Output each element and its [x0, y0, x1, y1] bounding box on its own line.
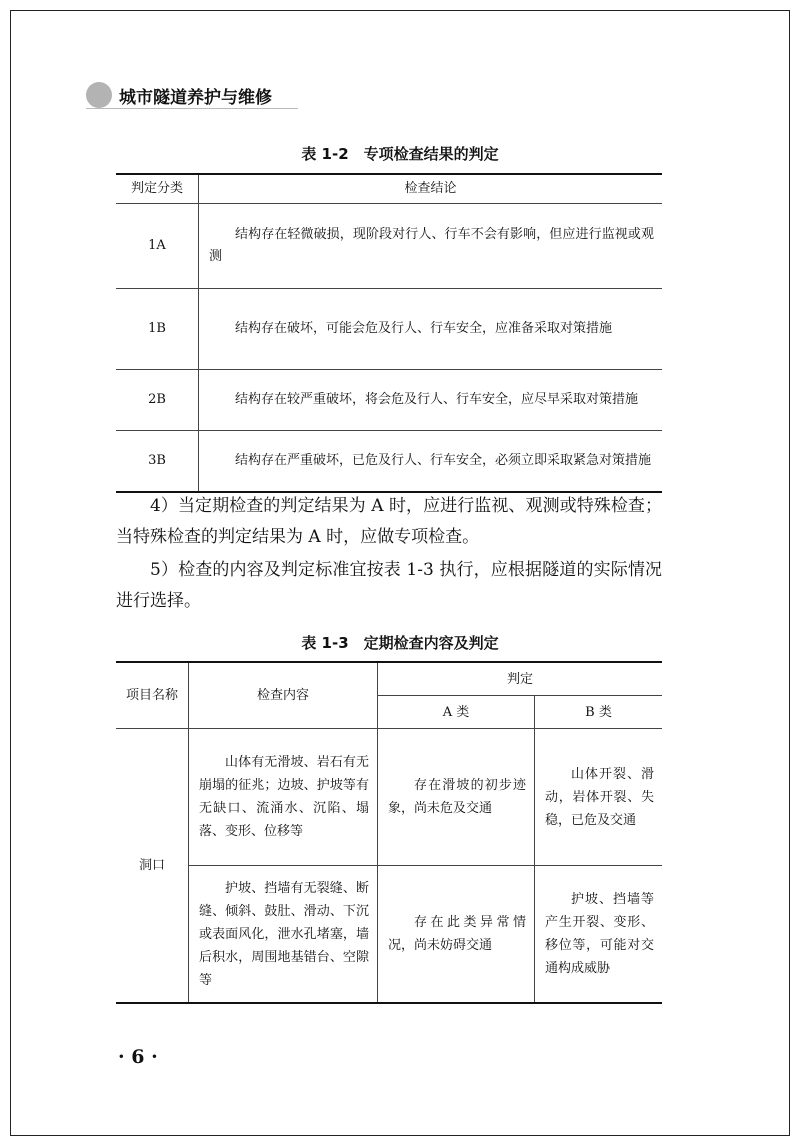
col-header-a: A 类 — [378, 696, 535, 729]
table-header-row — [116, 174, 662, 204]
table1-caption: 表 1-2 专项检查结果的判定 — [301, 145, 499, 163]
col-header-class: 判定分类 — [116, 174, 199, 204]
row-conclusion: 结构存在严重破坏，已危及行人、行车安全，必须立即采取紧急对策措施 — [199, 431, 663, 493]
check-content: 护坡、挡墙有无裂缝、断缝、倾斜、鼓肚、滑动、下沉或表面风化，泄水孔堵塞，墙后积水，周围地基错台、空隙等 — [189, 866, 378, 1004]
running-header — [86, 80, 298, 110]
col-header-item: 项目名称 — [116, 662, 189, 729]
table-row — [116, 370, 662, 431]
table2-caption: 表 1-3 定期检查内容及判定 — [301, 634, 499, 652]
judge-b: 护坡、挡墙等产生开裂、变形、移位等，可能对交通构成威胁 — [535, 866, 663, 1004]
paragraph-5: 5）检查的内容及判定标准宜按表 1-3 执行，应根据隧道的实际情况进行选择。 — [116, 560, 662, 611]
table-row — [116, 866, 662, 1004]
page-number: · 6 · — [118, 1046, 158, 1068]
table-row — [116, 289, 662, 370]
check-content: 山体有无滑坡、岩石有无崩塌的征兆；边坡、护坡等有无缺口、流涌水、沉陷、塌落、变形、位移等 — [189, 729, 378, 866]
item-name: 洞口 — [116, 729, 189, 1004]
table-header-row — [116, 662, 662, 696]
row-class: 2B — [116, 370, 199, 431]
table-row — [116, 729, 662, 866]
table-row — [116, 431, 662, 493]
row-conclusion: 结构存在轻微破损，现阶段对行人、行车不会有影响，但应进行监视或观测 — [199, 204, 663, 289]
row-class: 1B — [116, 289, 199, 370]
row-conclusion: 结构存在破坏，可能会危及行人、行车安全，应准备采取对策措施 — [199, 289, 663, 370]
header-circle-icon — [86, 82, 112, 108]
header-rule — [86, 108, 298, 109]
table-1-2 — [116, 173, 662, 493]
row-class: 1A — [116, 204, 199, 289]
paragraph-4: 4）当定期检查的判定结果为 A 时，应进行监视、观测或特殊检查；当特殊检查的判定结果为 A 时，应做专项检查。 — [116, 496, 662, 547]
book-title: 城市隧道养护与维修 — [119, 88, 272, 108]
judge-a: 存在滑坡的初步迹象，尚未危及交通 — [378, 729, 535, 866]
row-conclusion: 结构存在较严重破坏，将会危及行人、行车安全，应尽早采取对策措施 — [199, 370, 663, 431]
table-row — [116, 204, 662, 289]
col-header-conclusion: 检查结论 — [199, 174, 663, 204]
row-class: 3B — [116, 431, 199, 493]
col-header-b: B 类 — [535, 696, 663, 729]
col-header-content: 检查内容 — [189, 662, 378, 729]
judge-a: 存在此类异常情况，尚未妨碍交通 — [378, 866, 535, 1004]
table-1-3 — [116, 661, 662, 1004]
judge-b: 山体开裂、滑动，岩体开裂、失稳，已危及交通 — [535, 729, 663, 866]
col-header-judge: 判定 — [378, 662, 663, 696]
